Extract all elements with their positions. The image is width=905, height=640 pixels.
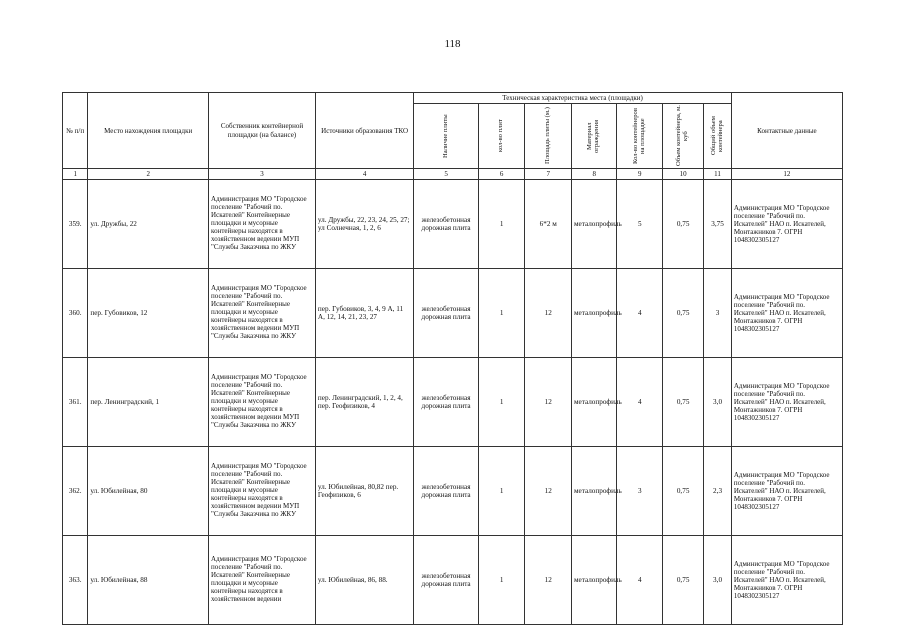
- column-number: 9: [617, 169, 663, 180]
- total-volume-cell: 3,0: [704, 536, 732, 625]
- contacts-cell: Администрация МО "Городское поселение "Рабочий по. Искателей" НАО п. Искателей, Монтажников 7. ОГРН 1048302305127: [731, 536, 842, 625]
- contacts-cell: Администрация МО "Городское поселение "Рабочий по. Искателей" НАО п. Искателей, Монтажников 7. ОГРН 1048302305127: [731, 180, 842, 269]
- sources-cell: пер. Ленинградский, 1, 2, 4, пер. Геофизиков, 4: [315, 358, 413, 447]
- container-count-cell: 4: [617, 536, 663, 625]
- plate-area-cell: 12: [525, 269, 572, 358]
- header-container-volume-cell: [662, 104, 703, 169]
- contacts-cell: Администрация МО "Городское поселение "Рабочий по. Искателей" НАО п. Искателей, Монтажников 7. ОГРН 1048302305127: [731, 358, 842, 447]
- sources-cell: ул. Юбилейная, 80,82 пер. Геофизиков, 6: [315, 447, 413, 536]
- column-number: 10: [662, 169, 703, 180]
- sources-cell: пер. Губовиков, 3, 4, 9 А, 11 А, 12, 14, 21, 23, 27: [315, 269, 413, 358]
- total-volume-cell: 3,0: [704, 358, 732, 447]
- header-contacts: Контактные данные: [731, 93, 842, 169]
- plate-count-cell: 1: [478, 269, 525, 358]
- table-row: [63, 447, 843, 536]
- column-number: 12: [731, 169, 842, 180]
- header-plate: Наличие плиты: [441, 114, 449, 158]
- header-location: Место нахождения площадки: [88, 93, 209, 169]
- owner-cell: Администрация МО "Городское поселение "Рабочий по. Искателей" Контейнерные площадки и мусорные контейнеры находятся в хозяйственном ведении: [209, 536, 316, 625]
- column-number: 5: [414, 169, 479, 180]
- plate-count-cell: 1: [478, 358, 525, 447]
- total-volume-cell: 2,3: [704, 447, 732, 536]
- plate-area-cell: 12: [525, 358, 572, 447]
- location-cell: ул. Дружбы, 22: [88, 180, 209, 269]
- header-plate-count-cell: [478, 104, 525, 169]
- table-row: [63, 269, 843, 358]
- location-cell: пер. Ленинградский, 1: [88, 358, 209, 447]
- header-sources: Источники образования ТКО: [315, 93, 413, 169]
- plate-cell: железобетонная дорожная плита: [414, 269, 479, 358]
- owner-cell: Администрация МО "Городское поселение "Рабочий по. Искателей" Контейнерные площадки и мусорные контейнеры находятся в хозяйственном ведении МУП "Службы Заказчика по ЖКУ: [209, 358, 316, 447]
- container-volume-cell: 0,75: [662, 269, 703, 358]
- row-number: 361.: [63, 358, 88, 447]
- header-num: № п/п: [63, 93, 88, 169]
- header-owner: Собственник контейнерной площадки (на балансе): [209, 93, 316, 169]
- container-count-cell: 4: [617, 269, 663, 358]
- fence-material-cell: металопрофиль: [571, 536, 617, 625]
- row-number: 363.: [63, 536, 88, 625]
- header-fence-material: Материал ограждения: [586, 119, 601, 153]
- header-fence-material-cell: [571, 104, 617, 169]
- container-count-cell: 5: [617, 180, 663, 269]
- row-number: 362.: [63, 447, 88, 536]
- row-number: 359.: [63, 180, 88, 269]
- column-number: 11: [704, 169, 732, 180]
- table-row: [63, 180, 843, 269]
- location-cell: ул. Юбилейная, 80: [88, 447, 209, 536]
- location-cell: пер. Губовиков, 12: [88, 269, 209, 358]
- header-total-volume: Общий объем контейнера: [709, 116, 724, 156]
- table-row: [63, 536, 843, 625]
- sources-cell: ул. Юбилейная, 86, 88.: [315, 536, 413, 625]
- plate-count-cell: 1: [478, 536, 525, 625]
- header-total-volume-cell: [704, 104, 732, 169]
- container-volume-cell: 0,75: [662, 536, 703, 625]
- page-number: 118: [444, 38, 461, 50]
- header-plate-cell: [414, 104, 479, 169]
- total-volume-cell: 3,75: [704, 180, 732, 269]
- plate-cell: железобетонная дорожная плита: [414, 180, 479, 269]
- plate-area-cell: 12: [525, 447, 572, 536]
- plate-cell: железобетонная дорожная плита: [414, 536, 479, 625]
- table-row: [63, 358, 843, 447]
- header-container-count-cell: [617, 104, 663, 169]
- row-number: 360.: [63, 269, 88, 358]
- header-tech-group: Техническая характеристика места (площадки): [414, 93, 732, 104]
- column-number-row: [63, 169, 843, 180]
- container-sites-table: [62, 92, 843, 625]
- fence-material-cell: металопрофиль: [571, 269, 617, 358]
- container-volume-cell: 0,75: [662, 358, 703, 447]
- container-count-cell: 4: [617, 358, 663, 447]
- plate-cell: железобетонная дорожная плита: [414, 358, 479, 447]
- column-number: 6: [478, 169, 525, 180]
- column-number: 2: [88, 169, 209, 180]
- total-volume-cell: 3: [704, 269, 732, 358]
- header-container-volume: Объем контейнера, м. куб: [675, 105, 690, 167]
- fence-material-cell: металопрофиль: [571, 358, 617, 447]
- container-count-cell: 3: [617, 447, 663, 536]
- contacts-cell: Администрация МО "Городское поселение "Рабочий по. Искателей" НАО п. Искателей, Монтажников 7. ОГРН 1048302305127: [731, 269, 842, 358]
- plate-cell: железобетонная дорожная плита: [414, 447, 479, 536]
- plate-area-cell: 12: [525, 536, 572, 625]
- owner-cell: Администрация МО "Городское поселение "Рабочий по. Искателей" Контейнерные площадки и мусорные контейнеры находятся в хозяйственном ведении МУП "Службы Заказчика по ЖКУ: [209, 447, 316, 536]
- header-plate-count: кол-во плит: [497, 119, 505, 153]
- sources-cell: ул. Дружбы, 22, 23, 24, 25, 27; ул Солнечная, 1, 2, 6: [315, 180, 413, 269]
- contacts-cell: Администрация МО "Городское поселение "Рабочий по. Искателей" НАО п. Искателей, Монтажников 7. ОГРН 1048302305127: [731, 447, 842, 536]
- owner-cell: Администрация МО "Городское поселение "Рабочий по. Искателей" Контейнерные площадки и мусорные контейнеры находятся в хозяйственном ведении МУП "Службы Заказчика по ЖКУ: [209, 180, 316, 269]
- plate-count-cell: 1: [478, 447, 525, 536]
- fence-material-cell: металопрофиль: [571, 180, 617, 269]
- plate-count-cell: 1: [478, 180, 525, 269]
- owner-cell: Администрация МО "Городское поселение "Рабочий по. Искателей" Контейнерные площадки и мусорные контейнеры находятся в хозяйственном ведении МУП "Службы Заказчика по ЖКУ: [209, 269, 316, 358]
- plate-area-cell: 6*2 м: [525, 180, 572, 269]
- column-number: 3: [209, 169, 316, 180]
- container-volume-cell: 0,75: [662, 180, 703, 269]
- column-number: 1: [63, 169, 88, 180]
- column-number: 4: [315, 169, 413, 180]
- fence-material-cell: металопрофиль: [571, 447, 617, 536]
- header-plate-area-cell: [525, 104, 572, 169]
- column-number: 7: [525, 169, 572, 180]
- column-number: 8: [571, 169, 617, 180]
- location-cell: ул. Юбилейная, 88: [88, 536, 209, 625]
- header-container-count: Кол-во контейнеров на площадке: [631, 108, 646, 165]
- container-volume-cell: 0,75: [662, 447, 703, 536]
- header-plate-area: Площадь плиты (м.): [543, 107, 551, 165]
